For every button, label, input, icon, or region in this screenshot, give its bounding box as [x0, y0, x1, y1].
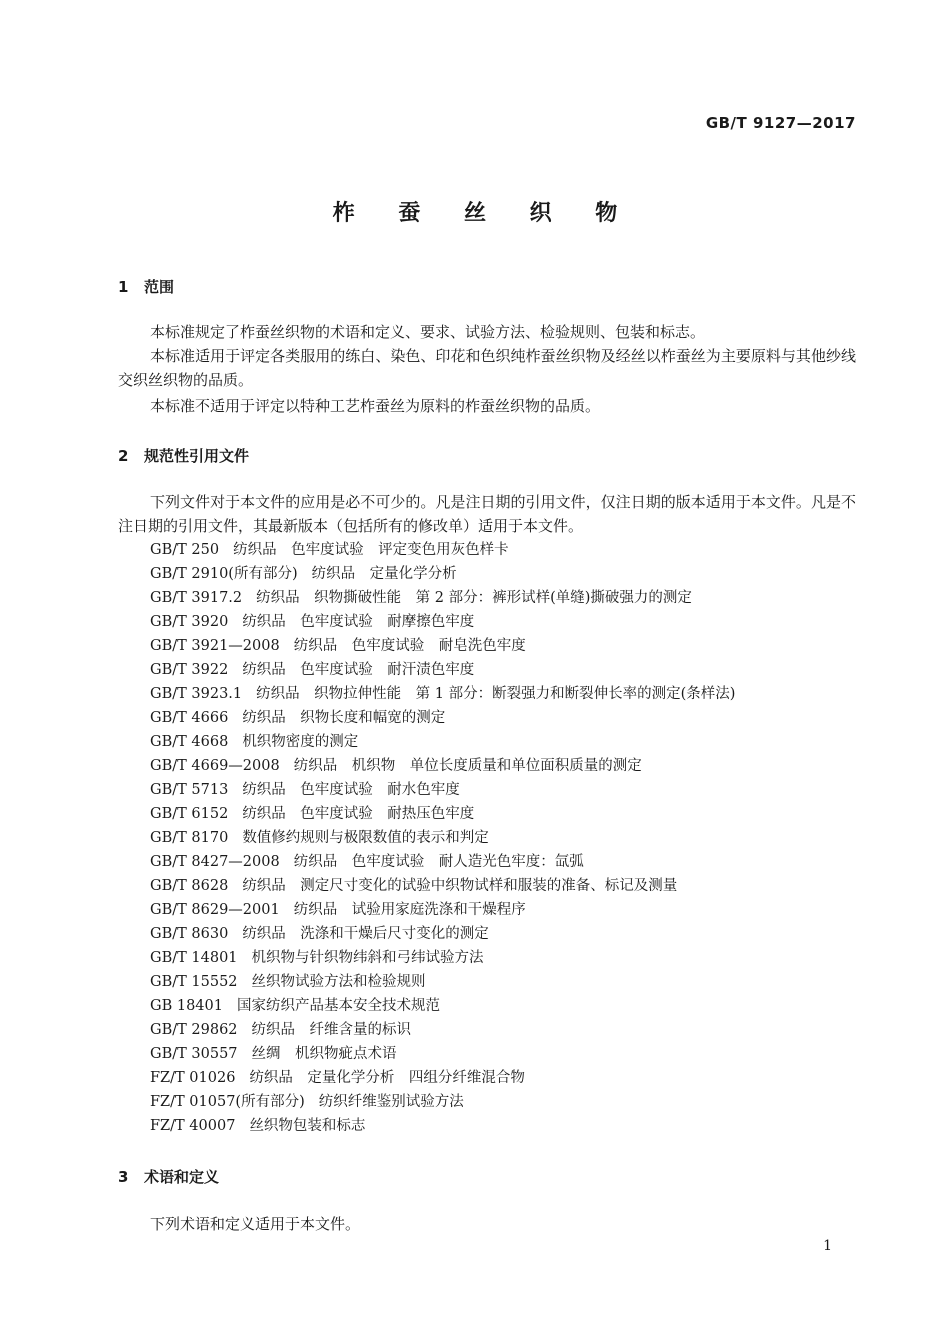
reference-title: 纺织品 定量化学分析: [311, 566, 457, 582]
reference-item: [150, 1114, 860, 1138]
reference-item: [150, 1042, 860, 1066]
reference-title: 机织物与针织物纬斜和弓纬试验方法: [251, 950, 484, 966]
reference-title: 丝织物包装和标志: [249, 1118, 366, 1134]
reference-code: GB/T 29862: [150, 1022, 238, 1038]
reference-title: 丝绸 机织物疵点术语: [251, 1046, 397, 1062]
reference-item: [150, 1066, 860, 1090]
reference-code: GB/T 3921—2008: [150, 638, 280, 654]
section-1-para-1: 本标准规定了柞蚕丝织物的术语和定义、要求、试验方法、检验规则、包装和标志。: [150, 323, 706, 341]
section-3-para-1: 下列术语和定义适用于本文件。: [150, 1215, 361, 1233]
reference-title: 纺织品 色牢度试验 耐摩擦色牢度: [242, 614, 475, 630]
section-1-para-3: 本标准不适用于评定以特种工艺柞蚕丝为原料的柞蚕丝织物的品质。: [150, 397, 601, 415]
reference-title: 纺织品 织物拉伸性能 第 1 部分：断裂强力和断裂伸长率的测定(条样法): [256, 686, 736, 702]
reference-code: GB/T 3920: [150, 614, 229, 630]
reference-item: [150, 538, 860, 562]
section-number: 3: [118, 1168, 129, 1186]
reference-code: GB/T 2910(所有部分): [150, 566, 298, 582]
reference-code: GB/T 15552: [150, 974, 238, 990]
reference-list: [150, 538, 860, 1138]
reference-item: [150, 778, 860, 802]
section-2-heading: [118, 445, 249, 466]
reference-code: GB/T 4668: [150, 734, 229, 750]
reference-title: 丝织物试验方法和检验规则: [251, 974, 426, 990]
reference-code: GB/T 3917.2: [150, 590, 243, 606]
section-3-heading: [118, 1166, 219, 1187]
reference-code: GB/T 8170: [150, 830, 229, 846]
section-number: 1: [118, 278, 129, 296]
reference-title: 纺织纤维鉴别试验方法: [318, 1094, 464, 1110]
reference-item: [150, 850, 860, 874]
reference-item: [150, 922, 860, 946]
reference-item: [150, 802, 860, 826]
reference-title: 纺织品 色牢度试验 耐皂洗色牢度: [293, 638, 526, 654]
section-title: 术语和定义: [144, 1168, 220, 1186]
section-title: 规范性引用文件: [144, 447, 250, 465]
reference-title: 纺织品 织物长度和幅宽的测定: [242, 710, 446, 726]
reference-code: GB/T 14801: [150, 950, 238, 966]
reference-title: 纺织品 色牢度试验 评定变色用灰色样卡: [233, 542, 509, 558]
reference-item: [150, 970, 860, 994]
reference-code: GB/T 6152: [150, 806, 229, 822]
reference-item: [150, 898, 860, 922]
reference-code: GB/T 3922: [150, 662, 229, 678]
reference-code: GB/T 8427—2008: [150, 854, 280, 870]
reference-title: 纺织品 洗涤和干燥后尺寸变化的测定: [242, 926, 489, 942]
reference-title: 纺织品 试验用家庭洗涤和干燥程序: [293, 902, 526, 918]
reference-code: FZ/T 01026: [150, 1070, 236, 1086]
reference-code: GB/T 5713: [150, 782, 229, 798]
reference-code: GB/T 8628: [150, 878, 229, 894]
document-title: 柞 蚕 丝 织 物: [332, 201, 636, 226]
reference-code: GB/T 8630: [150, 926, 229, 942]
reference-title: 纺织品 测定尺寸变化的试验中织物试样和服装的准备、标记及测量: [242, 878, 678, 894]
reference-title: 纺织品 织物撕破性能 第 2 部分：裤形试样(单缝)撕破强力的测定: [256, 590, 692, 606]
reference-title: 纺织品 机织物 单位长度质量和单位面积质量的测定: [293, 758, 642, 774]
reference-code: GB/T 4666: [150, 710, 229, 726]
reference-item: [150, 1018, 860, 1042]
section-1-heading: [118, 276, 174, 297]
reference-code: GB 18401: [150, 998, 223, 1014]
section-title: 范围: [144, 278, 175, 296]
reference-title: 纺织品 色牢度试验 耐热压色牢度: [242, 806, 475, 822]
reference-item: [150, 682, 860, 706]
reference-item: [150, 754, 860, 778]
section-2-para-1: 下列文件对于本文件的应用是必不可少的。凡是注日期的引用文件，仅注日期的版本适用于本文件。凡是不注日期的引用文件，其最新版本（包括所有的修改单）适用于本文件。: [118, 493, 856, 535]
reference-item: [150, 706, 860, 730]
reference-title: 数值修约规则与极限数值的表示和判定: [242, 830, 489, 846]
reference-title: 纺织品 纤维含量的标识: [251, 1022, 412, 1038]
reference-code: FZ/T 01057(所有部分): [150, 1094, 305, 1110]
reference-item: [150, 1090, 860, 1114]
reference-code: GB/T 4669—2008: [150, 758, 280, 774]
reference-title: 纺织品 色牢度试验 耐水色牢度: [242, 782, 460, 798]
reference-title: 国家纺织产品基本安全技术规范: [236, 998, 440, 1014]
page-number: 1: [823, 1238, 832, 1254]
reference-item: [150, 994, 860, 1018]
reference-title: 机织物密度的测定: [242, 734, 359, 750]
reference-code: GB/T 3923.1: [150, 686, 243, 702]
reference-item: [150, 946, 860, 970]
reference-item: [150, 730, 860, 754]
section-number: 2: [118, 447, 129, 465]
reference-code: GB/T 250: [150, 542, 220, 558]
reference-code: GB/T 30557: [150, 1046, 238, 1062]
reference-code: FZ/T 40007: [150, 1118, 236, 1134]
reference-item: [150, 826, 860, 850]
reference-title: 纺织品 色牢度试验 耐人造光色牢度：氙弧: [293, 854, 584, 870]
reference-item: [150, 586, 860, 610]
section-1-para-2: 本标准适用于评定各类服用的练白、染色、印花和色织纯柞蚕丝织物及经丝以柞蚕丝为主要原料与其他纱线交织丝织物的品质。: [118, 347, 856, 389]
reference-item: [150, 562, 860, 586]
reference-title: 纺织品 定量化学分析 四组分纤维混合物: [249, 1070, 525, 1086]
reference-item: [150, 874, 860, 898]
reference-item: [150, 634, 860, 658]
reference-item: [150, 610, 860, 634]
reference-title: 纺织品 色牢度试验 耐汗渍色牢度: [242, 662, 475, 678]
reference-item: [150, 658, 860, 682]
reference-code: GB/T 8629—2001: [150, 902, 280, 918]
standard-code: GB/T 9127—2017: [705, 114, 856, 132]
